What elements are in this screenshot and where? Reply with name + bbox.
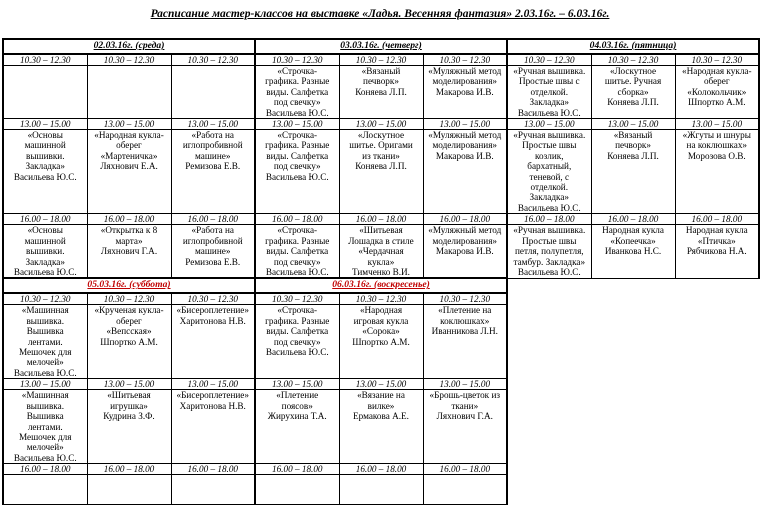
class-cell: «Муляжный метод моделирования» Макарова И.В. [423, 130, 507, 214]
time-slot: 16.00 – 18.00 [255, 214, 339, 225]
class-cell: «Жгуты и шнуры на коклюшках» Морозова О.В. [675, 130, 759, 214]
schedule-table [2, 38, 760, 505]
time-slot: 13.00 – 15.00 [675, 119, 759, 130]
class-cell [423, 475, 507, 505]
time-slot: 16.00 – 18.00 [3, 464, 87, 475]
day-header-wednesday: 02.03.16г. (среда) [3, 39, 255, 54]
time-slot: 16.00 – 18.00 [423, 464, 507, 475]
time-slot: 16.00 – 18.00 [339, 214, 423, 225]
time-slot: 16.00 – 18.00 [171, 214, 255, 225]
time-slot: 13.00 – 15.00 [339, 379, 423, 390]
class-cell: «Строчка- графика. Разные виды. Салфетка под свечку» Васильева Ю.С. [255, 225, 339, 279]
time-slot: 10.30 – 12.30 [591, 54, 675, 66]
day-header-thursday: 03.03.16г. (четверг) [255, 39, 507, 54]
class-cell: «Бисероплетение» Харитонова Н.В. [171, 390, 255, 464]
time-slot: 16.00 – 18.00 [591, 214, 675, 225]
time-row [3, 214, 759, 225]
time-slot: 16.00 – 18.00 [507, 214, 591, 225]
class-cell [171, 475, 255, 505]
class-row [3, 66, 759, 119]
time-slot: 13.00 – 15.00 [171, 379, 255, 390]
time-slot: 13.00 – 15.00 [591, 119, 675, 130]
time-row [3, 119, 759, 130]
class-cell: «Основы машинной вышивки. Закладка» Васильева Ю.С. [3, 225, 87, 279]
time-slot: 16.00 – 18.00 [3, 214, 87, 225]
class-cell: «Лоскутное шитье. Оригами из ткани» Коняева Л.П. [339, 130, 423, 214]
class-cell: «Шитьевая игрушка» Кудрина З.Ф. [87, 390, 171, 464]
class-cell: «Строчка- графика. Разные виды. Салфетка под свечку» Васильева Ю.С. [255, 66, 339, 119]
time-slot: 10.30 – 12.30 [339, 54, 423, 66]
page-title: Расписание мастер-классов на выставке «Ладья. Весенняя фантазия» 2.03.16г. – 6.03.16г. [150, 8, 610, 20]
class-cell: «Народная кукла- оберег «Мартеничка» Ляхнович Е.А. [87, 130, 171, 214]
time-slot: 10.30 – 12.30 [255, 54, 339, 66]
time-slot: 13.00 – 15.00 [507, 119, 591, 130]
class-cell: Народная кукла «Птичка» Рябчикова Н.А. [675, 225, 759, 279]
class-cell: «Основы машинной вышивки. Закладка» Васильева Ю.С. [3, 130, 87, 214]
class-cell: «Народная игровая кукла «Сорока» Шпортко А.М. [339, 305, 423, 379]
time-slot: 10.30 – 12.30 [423, 293, 507, 305]
class-cell: «Ручная вышивка. Простые швы петля, полупетля, тамбур. Закладка» Васильева Ю.С. [507, 225, 591, 279]
class-cell: «Плетение поясов» Жирухина Т.А. [255, 390, 339, 464]
class-row [3, 225, 759, 279]
time-slot: 13.00 – 15.00 [171, 119, 255, 130]
time-slot: 16.00 – 18.00 [87, 464, 171, 475]
class-cell: «Вязаный печворк» Коняева Л.П. [591, 130, 675, 214]
class-cell [87, 475, 171, 505]
time-slot: 10.30 – 12.30 [507, 54, 591, 66]
day-header-row [3, 278, 759, 293]
class-cell [3, 66, 87, 119]
time-slot: 13.00 – 15.00 [255, 379, 339, 390]
time-slot: 13.00 – 15.00 [3, 119, 87, 130]
class-cell: «Работа на иглопробивной машине» Ремизова Е.В. [171, 130, 255, 214]
class-cell: «Шитьевая Лошадка в стиле «Чердачная кукла» Тимченко В.И. [339, 225, 423, 279]
class-cell: «Вязание на вилке» Ермакова А.Е. [339, 390, 423, 464]
time-slot: 16.00 – 18.00 [87, 214, 171, 225]
time-slot: 13.00 – 15.00 [87, 379, 171, 390]
class-cell: Народная кукла «Копеечка» Иванкова Н.С. [591, 225, 675, 279]
class-cell: «Лоскутное шитье. Ручная сборка» Коняева Л.П. [591, 66, 675, 119]
time-slot: 16.00 – 18.00 [423, 214, 507, 225]
class-cell [171, 66, 255, 119]
time-slot: 10.30 – 12.30 [87, 54, 171, 66]
time-slot: 16.00 – 18.00 [255, 464, 339, 475]
day-header-row [3, 39, 759, 54]
time-slot: 10.30 – 12.30 [255, 293, 339, 305]
day-header-sunday: 06.03.16г. (воскресенье) [255, 278, 507, 293]
time-slot: 10.30 – 12.30 [675, 54, 759, 66]
class-cell: «Ручная вышивка. Простые швы козлик, бархатный, теневой, с отделкой. Закладка» Васильева Ю.С. [507, 130, 591, 214]
time-slot: 13.00 – 15.00 [255, 119, 339, 130]
empty-area [507, 278, 759, 504]
class-cell: «Ручная вышивка. Простые швы с отделкой. Закладка» Васильева Ю.С. [507, 66, 591, 119]
time-slot: 13.00 – 15.00 [423, 379, 507, 390]
class-cell: «Народная кукла- оберег «Колокольчик» Шпортко А.М. [675, 66, 759, 119]
time-slot: 13.00 – 15.00 [339, 119, 423, 130]
time-slot: 16.00 – 18.00 [171, 464, 255, 475]
class-row [3, 130, 759, 214]
time-slot: 13.00 – 15.00 [423, 119, 507, 130]
time-slot: 13.00 – 15.00 [3, 379, 87, 390]
class-cell: «Строчка- графика. Разные виды. Салфетка под свечку» Васильева Ю.С. [255, 130, 339, 214]
time-slot: 10.30 – 12.30 [3, 293, 87, 305]
time-slot: 16.00 – 18.00 [675, 214, 759, 225]
time-slot: 16.00 – 18.00 [339, 464, 423, 475]
time-slot: 10.30 – 12.30 [423, 54, 507, 66]
day-header-saturday: 05.03.16г. (суббота) [3, 278, 255, 293]
class-cell [87, 66, 171, 119]
time-slot: 10.30 – 12.30 [339, 293, 423, 305]
class-cell: «Машинная вышивка. Вышивка лентами. Мешочек для мелочей» Васильева Ю.С. [3, 390, 87, 464]
time-slot: 10.30 – 12.30 [171, 293, 255, 305]
class-cell [255, 475, 339, 505]
time-slot: 13.00 – 15.00 [87, 119, 171, 130]
class-cell: «Крученая кукла- оберег «Вепсская» Шпортко А.М. [87, 305, 171, 379]
class-cell [339, 475, 423, 505]
class-cell: «Муляжный метод моделирования» Макарова И.В. [423, 225, 507, 279]
class-cell: «Бисероплетение» Харитонова Н.В. [171, 305, 255, 379]
class-cell: «Плетение на коклюшках» Иванникова Л.Н. [423, 305, 507, 379]
time-slot: 10.30 – 12.30 [171, 54, 255, 66]
time-row [3, 54, 759, 66]
time-slot: 10.30 – 12.30 [87, 293, 171, 305]
class-cell: «Работа на иглопробивной машине» Ремизова Е.В. [171, 225, 255, 279]
class-cell: «Муляжный метод моделирования» Макарова И.В. [423, 66, 507, 119]
class-cell: «Строчка- графика. Разные виды. Салфетка под свечку» Васильева Ю.С. [255, 305, 339, 379]
class-cell [3, 475, 87, 505]
class-cell: «Вязаный печворк» Коняева Л.П. [339, 66, 423, 119]
class-cell: «Открытка к 8 марта» Ляхнович Г.А. [87, 225, 171, 279]
time-slot: 10.30 – 12.30 [3, 54, 87, 66]
day-header-friday: 04.03.16г. (пятница) [507, 39, 759, 54]
class-cell: «Машинная вышивка. Вышивка лентами. Мешочек для мелочей» Васильева Ю.С. [3, 305, 87, 379]
class-cell: «Брошь-цветок из ткани» Ляхнович Г.А. [423, 390, 507, 464]
